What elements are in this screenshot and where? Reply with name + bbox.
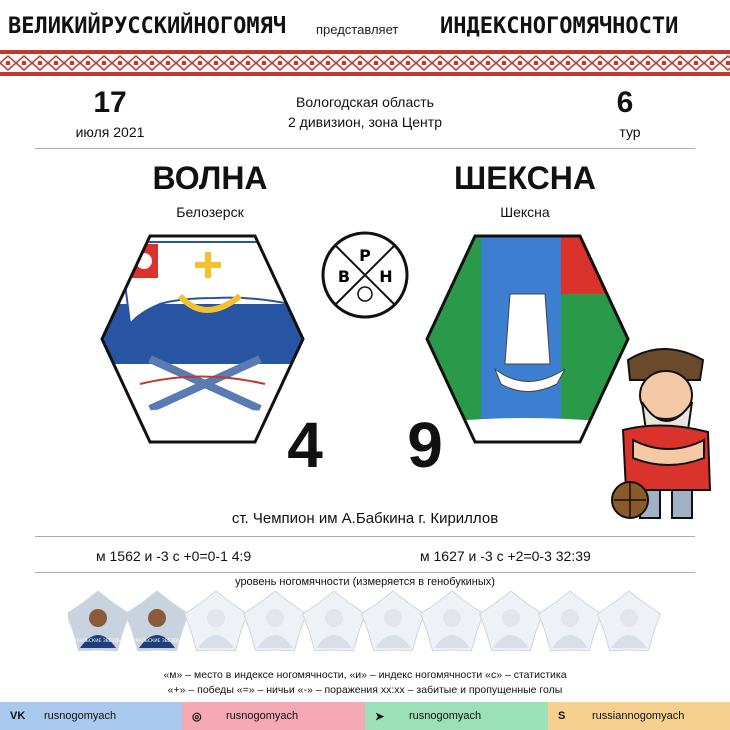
level-badge-empty [244, 591, 307, 651]
ornament-border [0, 50, 730, 76]
level-meter [68, 590, 668, 660]
level-title: уровень ногомячности (измеряется в генобукиных) [235, 576, 495, 588]
level-badge-empty [303, 591, 366, 651]
mascot-illustration [608, 340, 718, 525]
match-month-year: июля 2021 [75, 124, 145, 140]
social-link-telegram[interactable] [365, 702, 548, 730]
level-badge-empty [362, 591, 425, 651]
channel-icon: S [558, 710, 566, 722]
legend-line: «м» – место в индексе ногомячности, «и» – индекс ногомячности «с» – статистика [163, 669, 567, 681]
league-logo [320, 230, 410, 320]
social-label: rusnogomyach [44, 710, 117, 722]
region-name: Вологодская область [296, 94, 434, 110]
logo-letter-right: Н [379, 267, 393, 286]
legend-line: «+» – победы «=» – ничьи «-» – поражения хх:хх – забитые и пропущенные голы [167, 684, 563, 696]
home-team-name: ВОЛНА [152, 160, 268, 196]
level-badge-filled [68, 591, 129, 651]
round-label: тур [619, 124, 641, 140]
brand-left-title: ВЕЛИКИЙРУССКИЙНОГОМЯЧ [8, 14, 287, 39]
divider [35, 536, 695, 537]
divider [35, 572, 695, 573]
round-number: 6 [616, 86, 634, 119]
vk-icon: VK [10, 710, 26, 722]
social-link-channel[interactable] [548, 702, 730, 730]
away-team-stats: м 1627 и -3 с +2=0-3 32:39 [420, 548, 591, 564]
match-region [230, 92, 500, 132]
away-team-city: Шексна [500, 204, 550, 220]
badge-text: УРАЛЬСКИЕ ЗВЕЗДЫ [132, 639, 182, 644]
badge-text: УРАЛЬСКИЕ ЗВЕЗДЫ [73, 639, 123, 644]
telegram-icon: ➤ [375, 710, 385, 723]
instagram-icon: ◎ [192, 710, 202, 723]
social-label: rusnogomyach [226, 710, 299, 722]
home-score: 4 [287, 409, 323, 481]
level-badge-empty [185, 591, 248, 651]
level-badge-empty [598, 591, 661, 651]
away-score: 9 [407, 409, 443, 481]
home-team-city: Белозерск [176, 204, 244, 220]
social-label: russiannogomyach [592, 710, 685, 722]
divider [35, 148, 695, 149]
venue-label: ст. Чемпион им А.Бабкина г. Кириллов [231, 510, 499, 527]
home-team-stats: м 1562 и -3 с +0=0-1 4:9 [96, 548, 252, 564]
level-badge-filled [126, 591, 189, 651]
division-name: 2 дивизион, зона Центр [288, 114, 442, 130]
away-team-name: ШЕКСНА [454, 160, 596, 196]
logo-letter-left: В [337, 267, 351, 286]
presents-label: представляет [316, 22, 399, 37]
brand-right-title: ИНДЕКСНОГОМЯЧНОСТИ [440, 14, 679, 39]
level-badge-empty [539, 591, 602, 651]
social-link-instagram[interactable] [182, 702, 365, 730]
match-day: 17 [93, 86, 127, 119]
legend [60, 668, 670, 698]
social-label: rusnogomyach [409, 710, 482, 722]
level-badge-empty [480, 591, 543, 651]
social-link-vk[interactable] [0, 702, 182, 730]
logo-letter-top: Р [359, 246, 371, 265]
level-badge-empty [421, 591, 484, 651]
